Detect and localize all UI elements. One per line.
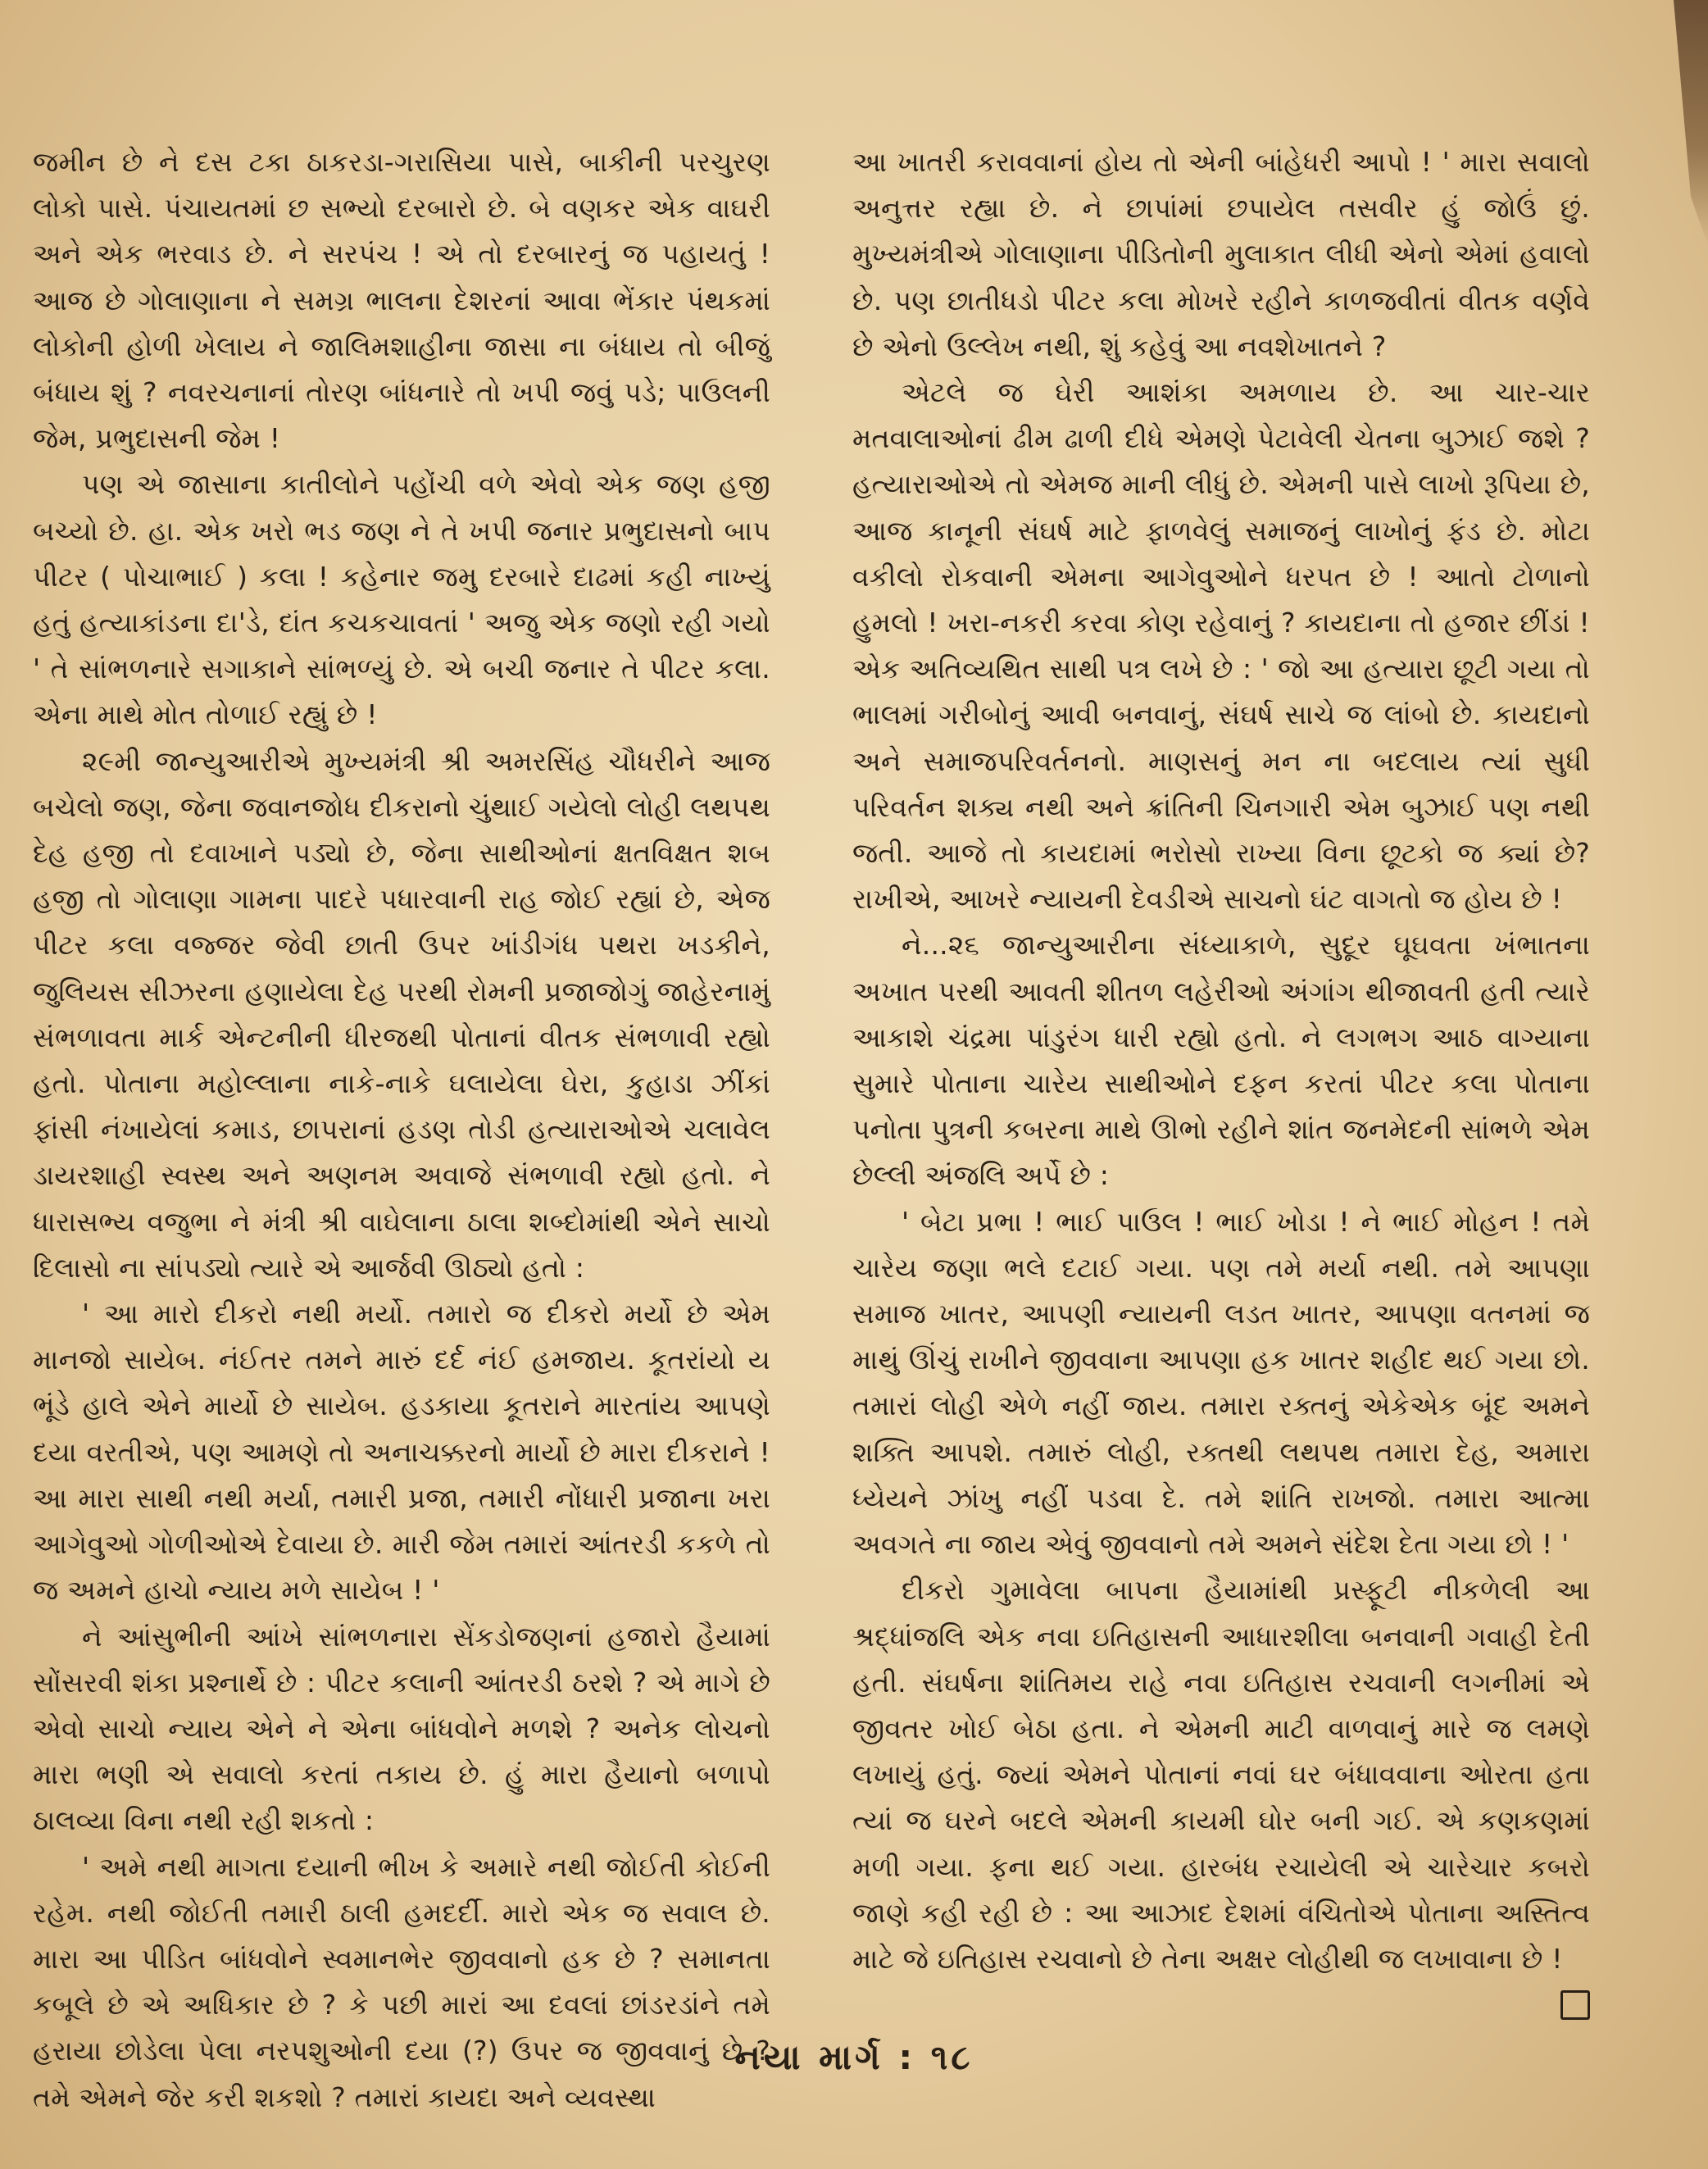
quote-paragraph: ' અમે નથી માગતા દયાની ભીખ કે અમારે નથી જોઈતી કોઈની રહેમ. નથી જોઈતી તમારી ઠાલી હમદર્દી. મારો એક જ સવાલ છે. મારા આ પીડિત બાંધવોને સ્વમાનભેર જીવવાનો હક છે ? સમાનતા કબૂલે છે એ અધિકાર છે ? કે પછી મારાં આ દવલાં છાંડરડાંને તમે હરાયા છોડેલા પેલા નરપશુઓની દયા (?) ઉપર જ જીવવાનું છે ? તમે એમને જેર કરી શકશો ? તમારાં કાયદા અને વ્યવસ્થા	[33, 1850, 770, 2113]
paragraph: જમીન છે ને દસ ટકા ઠાકરડા-ગરાસિયા પાસે, બાકીની પરચુરણ લોકો પાસે. પંચાયતમાં છ સભ્યો દરબારો છે. બે વણકર એક વાઘરી અને એક ભરવાડ છે. ને સરપંચ ! એ તો દરબારનું જ પહાયતું ! આજ છે ગોલાણાના ને સમગ્ર ભાલના દેશરનાં આવા ભેંકાર પંથકમાં લોકોની હોળી ખેલાય ને જાલિમશાહીના જાસા ના બંધાય તો બીજું બંધાય શું ? નવરચનાનાં તોરણ બાંધનારે તો ખપી જવું પડે; પાઉલની જેમ, પ્રભુદાસની જેમ !	[33, 146, 770, 455]
paragraph: એટલે જ ઘેરી આશંકા અમળાય છે. આ ચાર-ચાર મતવાલાઓનાં ઢીમ ઢાળી દીધે એમણે પેટાવેલી ચેતના બુઝાઈ જશે ? હત્યારાઓએ તો એમજ માની લીધું છે. એમની પાસે લાખો રૂપિયા છે, આજ કાનૂની સંઘર્ષ માટે ફાળવેલું સમાજનું લાખોનું ફંડ છે. મોટા વકીલો રોકવાની એમના આગેવુઓને ધરપત છે ! આતો ટોળાનો હુમલો ! ખરા-નકરી કરવા કોણ રહેવાનું ? કાયદાના તો હજાર છીંડાં ! એક અતિવ્યથિત સાથી પત્ર લખે છે : ' જો આ હત્યારા છૂટી ગયા તો ભાલમાં ગરીબોનું આવી બનવાનું, સંઘર્ષ સાચે જ લાંબો છે. કાયદાનો અને સમાજપરિવર્તનનો. માણસનું મન ના બદલાય ત્યાં સુધી પરિવર્તન શક્ય નથી અને ક્રાંતિની ચિનગારી એમ બુઝાઈ પણ નથી જતી. આજે તો કાયદામાં ભરોસો રાખ્યા વિના છૂટકો જ ક્યાં છે? રાખીએ, આખરે ન્યાયની દેવડીએ સાચનો ઘંટ વાગતો જ હોય છે !	[852, 376, 1590, 916]
end-mark-icon	[1560, 1990, 1590, 2020]
paragraph	[852, 1567, 1590, 1982]
paragraph: પણ એ જાસાના કાતીલોને પહોંચી વળે એવો એક જણ હજી બચ્યો છે. હા. એક ખરો ભડ જણ ને તે ખપી જનાર પ્રભુદાસનો બાપ પીટર ( પોચાભાઈ ) કલા ! કહેનાર જમુ દરબારે દાઢમાં કહી નાખ્યું હતું હત્યાકાંડના દા'ડે, દાંત કચકચાવતાં ' અજુ એક જણો રહી ગયો ' તે સાંભળનારે સગાકાને સાંભળ્યું છે. એ બચી જનાર તે પીટર કલા. એના માથે મોત તોળાઈ રહ્યું છે !	[33, 468, 770, 731]
right-column	[852, 139, 1590, 1976]
quote-paragraph: ' બેટા પ્રભા ! ભાઈ પાઉલ ! ભાઈ ખોડા ! ને ભાઈ મોહન ! તમે ચારેય જણા ભલે દટાઈ ગયા. પણ તમે મર્યા નથી. તમે આપણા સમાજ ખાતર, આપણી ન્યાયની લડત ખાતર, આપણા વતનમાં જ માથું ઊંચું રાખીને જીવવાના આપણા હક ખાતર શહીદ થઈ ગયા છો. તમારાં લોહી એળે નહીં જાય. તમારા રક્તનું એકેએક બૂંદ અમને શક્તિ આપશે. તમારું લોહી, રક્તથી લથપથ તમારા દેહ, અમારા ધ્યેયને ઝાંખુ નહીં પડવા દે. તમે શાંતિ રાખજો. તમારા આત્મા અવગતે ના જાય એવું જીવવાનો તમે અમને સંદેશ દેતા ગયા છો ! '	[852, 1205, 1590, 1561]
page-footer: નયા માર્ગ : ૧૮	[734, 2037, 974, 2077]
paragraph: ને આંસુભીની આંખે સાંભળનારા સેંકડોજણનાં હજારો હૈયામાં સોંસરવી શંકા પ્રશ્નાર્થે છે : પીટર કલાની આંતરડી ઠરશે ? એ માગે છે એવો સાચો ન્યાય એને ને એના બાંધવોને મળશે ? અનેક લોચનો મારા ભણી એ સવાલો કરતાં તકાય છે. હું મારા હૈયાનો બળાપો ઠાલવ્યા વિના નથી રહી શકતો :	[33, 1620, 770, 1837]
torn-page-edge	[1651, 0, 1708, 246]
left-column	[33, 139, 770, 2113]
closing-paragraph-text: દીકરો ગુમાવેલા બાપના હૈયામાંથી પ્રસ્ફૂટી નીકળેલી આ શ્રદ્ધાંજલિ એક નવા ઇતિહાસની આધારશીલા બનવાની ગવાહી દેતી હતી. સંઘર્ષના શાંતિમય રાહે નવા ઇતિહાસ રચવાની લગનીમાં એ જીવતર ખોઈ બેઠા હતા. ને એમની માટી વાળવાનું મારે જ લમણે લખાયું હતું. જ્યાં એમને પોતાનાં નવાં ઘર બંધાવવાના ઓરતા હતા ત્યાં જ ઘરને બદલે એમની કાયમી ઘોર બની ગઈ. એ કણકણમાં મળી ગયા. ફના થઈ ગયા. હારબંધ રચાયેલી એ ચારેચાર કબરો જાણે કહી રહી છે : આ આઝાદ દેશમાં વંચિતોએ પોતાના અસ્તિત્વ માટે જે ઇતિહાસ રચવાનો છે તેના અક્ષર લોહીથી જ લખાવાના છે !	[852, 1574, 1590, 1975]
paragraph: આ ખાતરી કરાવવાનાં હોય તો એની બાંહેધરી આપો ! ' મારા સવાલો અનુત્તર રહ્યા છે. ને છાપાંમાં છપાયેલ તસવીર હું જોઉં છું. મુખ્યમંત્રીએ ગોલાણાના પીડિતોની મુલાકાત લીધી એનો એમાં હવાલો છે. પણ છાતીધડો પીટર કલા મોખરે રહીને કાળજવીતાં વીતક વર્ણવે છે એનો ઉલ્લેખ નથી, શું કહેવું આ નવશેખાતને ?	[852, 146, 1590, 362]
quote-paragraph: ' આ મારો દીકરો નથી મર્યો. તમારો જ દીકરો મર્યો છે એમ માનજો સાયેબ. નંઈતર તમને મારું દર્દ નંઈ હમજાય. કૂતરાંયો ય ભૂંડે હાલે એને માર્યો છે સાયેબ. હડકાયા કૂતરાને મારતાંય આપણે દયા વરતીએ, પણ આમણે તો અનાચક્કરનો માર્યો છે મારા દીકરાને ! આ મારા સાથી નથી મર્યા, તમારી પ્રજા, તમારી નોંધારી પ્રજાના ખરા આગેવુઓ ગોળીઓએ દેવાયા છે. મારી જેમ તમારાં આંતરડી કકળે તો જ અમને હાચો ન્યાય મળે સાયેબ ! '	[33, 1298, 770, 1607]
paragraph: ને...૨૬ જાન્યુઆરીના સંધ્યાકાળે, સુદૂર ઘૂઘવતા ખંભાતના અખાત પરથી આવતી શીતળ લહેરીઓ અંગાંગ થીજાવતી હતી ત્યારે આકાશે ચંદ્રમા પાંડુરંગ ધારી રહ્યો હતો. ને લગભગ આઠ વાગ્યાના સુમારે પોતાના ચારેય સાથીઓને દફન કરતાં પીટર કલા પોતાના પનોતા પુત્રની કબરના માથે ઊભો રહીને શાંત જનમેદની સાંભળે એમ છેલ્લી અંજલિ અર્પે છે :	[852, 929, 1590, 1192]
paragraph: ૨૯મી જાન્યુઆરીએ મુખ્યમંત્રી શ્રી અમરસિંહ ચૌધરીને આજ બચેલો જણ, જેના જવાનજોધ દીકરાનો ચુંથાઈ ગયેલો લોહી લથપથ દેહ હજી તો દવાખાને પડ્યો છે, જેના સાથીઓનાં ક્ષતવિક્ષત શબ હજી તો ગોલાણા ગામના પાદરે પધારવાની રાહ જોઈ રહ્યાં છે, એજ પીટર કલા વજ્જર જેવી છાતી ઉપર ખાંડીગંધ પથરા ખડકીને, જુલિયસ સીઝરના હણાયેલા દેહ પરથી રોમની પ્રજાજોગું જાહેરનામું સંભળાવતા માર્ક એન્ટનીની ધીરજથી પોતાનાં વીતક સંભળાવી રહ્યો હતો. પોતાના મહોલ્લાના નાકે-નાકે ઘલાયેલા ઘેરા, કુહાડા ઝીંકાં ફાંસી નંખાયેલાં કમાડ, છાપરાનાં હડણ તોડી હત્યારાઓએ ચલાવેલ ડાયરશાહી સ્વસ્થ અને અણનમ અવાજે સંભળાવી રહ્યો હતો. ને ધારાસભ્ય વજુભા ને મંત્રી શ્રી વાઘેલાના ઠાલા શબ્દોમાંથી એને સાચો દિલાસો ના સાંપડ્યો ત્યારે એ આર્જવી ઊઠ્યો હતો :	[33, 744, 770, 1284]
